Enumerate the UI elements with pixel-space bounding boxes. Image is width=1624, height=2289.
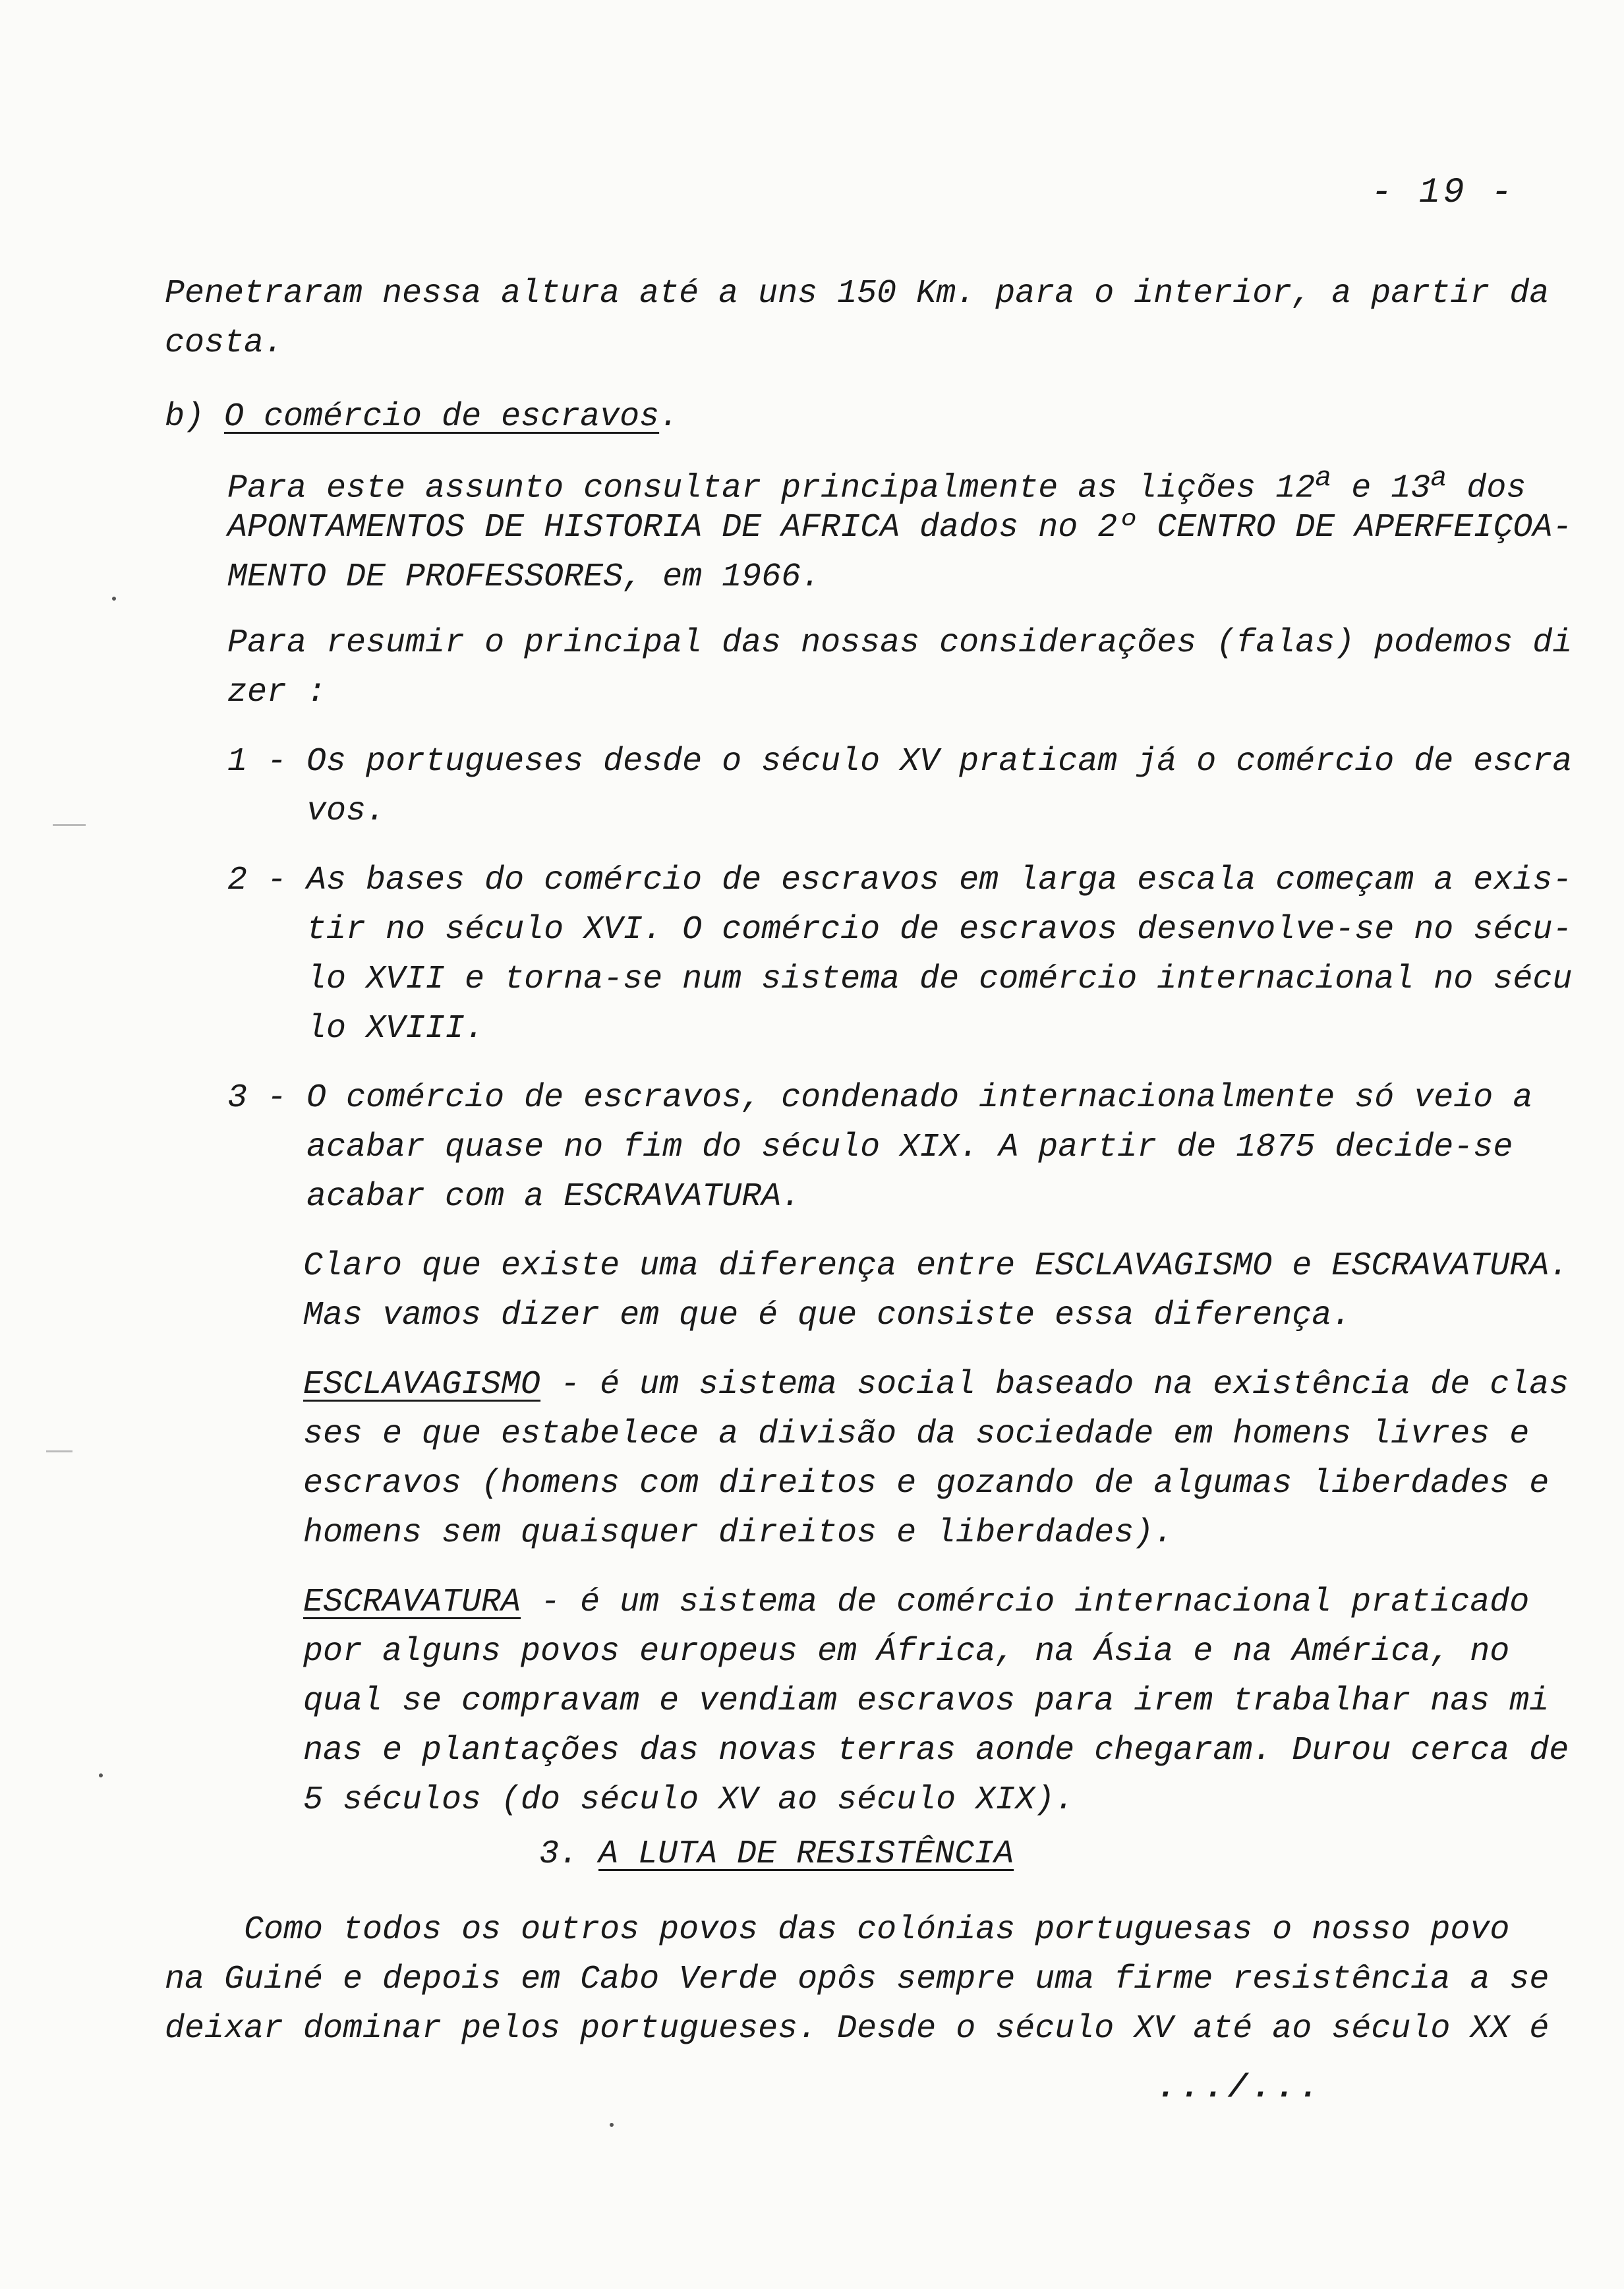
esclavagismo-line-4: homens sem quaisquer direitos e liberdades). [303, 1514, 1174, 1552]
scan-speck [610, 2123, 614, 2127]
item-2-line-1: 2 - As bases do comércio de escravos em larga escala começam a exis- [227, 862, 1573, 899]
scan-mark [46, 1450, 72, 1452]
intro-line-1: Penetraram nessa altura até a uns 150 Km. para o interior, a partir da [165, 275, 1550, 312]
item-3-line-2: acabar quase no fim do século XIX. A partir de 1875 decide-se [227, 1129, 1513, 1166]
escravatura-line-2: por alguns povos europeus em África, na Ásia e na América, no [303, 1633, 1510, 1671]
escravatura-text-1: - é um sistema de comércio internacional praticado [521, 1584, 1530, 1621]
item-2-line-2: tir no século XVI. O comércio de escravos desenvolve-se no sécu- [227, 911, 1573, 949]
scan-speck [99, 1773, 103, 1777]
scan-speck [112, 597, 116, 601]
term-esclavagismo: ESCLAVAGISMO [303, 1366, 541, 1404]
scan-mark [53, 824, 86, 826]
consult-text-b: e 13 [1331, 469, 1431, 508]
esclavagismo-line-3: escravos (homens com direitos e gozando de algumas liberdades e [303, 1465, 1550, 1502]
section-3-number: 3. [539, 1835, 599, 1873]
difference-line-1: Claro que existe uma diferença entre ESCLAVAGISMO e ESCRAVATURA. [303, 1247, 1569, 1285]
item-3-line-1: 3 - O comércio de escravos, condenado internacionalmente só veio a [227, 1079, 1533, 1117]
continuation-mark: .../... [1157, 2069, 1323, 2107]
consult-line-2: APONTAMENTOS DE HISTORIA DE AFRICA dados no 2º CENTRO DE APERFEIÇOA- [227, 509, 1573, 547]
esclavagismo-line-2: ses e que estabelece a divisão da sociedade em homens livres e [303, 1415, 1530, 1453]
superscript-a-1: a [1315, 462, 1332, 494]
escravatura-line-5: 5 séculos (do século XV ao século XIX). [303, 1781, 1075, 1819]
escravatura-line-1 [303, 1578, 1529, 1627]
esclavagismo-text-1: - é um sistema social baseado na existência de clas [540, 1366, 1569, 1404]
section-b-heading [165, 392, 679, 442]
section-b-title-end: . [659, 398, 680, 436]
item-2-line-3: lo XVII e torna-se num sistema de comércio internacional no sécu [227, 961, 1573, 998]
difference-line-2: Mas vamos dizer em que é que consiste essa diferença. [303, 1297, 1352, 1334]
superscript-a-2: a [1430, 462, 1447, 494]
term-escravatura: ESCRAVATURA [303, 1584, 521, 1621]
consult-text-c: dos [1447, 469, 1526, 508]
escravatura-line-4: nas e plantações das novas terras aonde chegaram. Durou cerca de [303, 1732, 1569, 1769]
resistance-line-2: na Guiné e depois em Cabo Verde opôs sempre uma firme resistência a se [165, 1961, 1550, 1998]
summary-line-2: zer : [227, 674, 327, 711]
item-3-line-3: acabar com a ESCRAVATURA. [227, 1178, 801, 1216]
escravatura-line-3: qual se compravam e vendiam escravos para irem trabalhar nas mi [303, 1682, 1550, 1720]
section-3-title: A LUTA DE RESISTÊNCIA [598, 1835, 1014, 1873]
summary-line-1: Para resumir o principal das nossas considerações (falas) podemos di [227, 624, 1573, 662]
consult-text-a: Para este assunto consultar principalmente as lições 12 [227, 469, 1316, 508]
resistance-line-3: deixar dominar pelos portugueses. Desde o século XV até ao século XX é [165, 2010, 1550, 2048]
item-2-line-4: lo XVIII. [227, 1010, 485, 1048]
resistance-line-1: Como todos os outros povos das colónias portuguesas o nosso povo [165, 1911, 1510, 1949]
section-b-title: O comércio de escravos [224, 398, 660, 436]
consult-line-3: MENTO DE PROFESSORES, em 1966. [227, 558, 821, 596]
section-3-heading [539, 1829, 1014, 1879]
item-1-line-2: vos. [227, 792, 386, 830]
intro-line-2: costa. [165, 324, 284, 362]
item-1-line-1: 1 - Os portugueses desde o século XV praticam já o comércio de escra [227, 743, 1573, 781]
page-number: - 19 - [1371, 173, 1515, 213]
section-b-label: b) [165, 398, 225, 436]
esclavagismo-line-1 [303, 1360, 1569, 1410]
